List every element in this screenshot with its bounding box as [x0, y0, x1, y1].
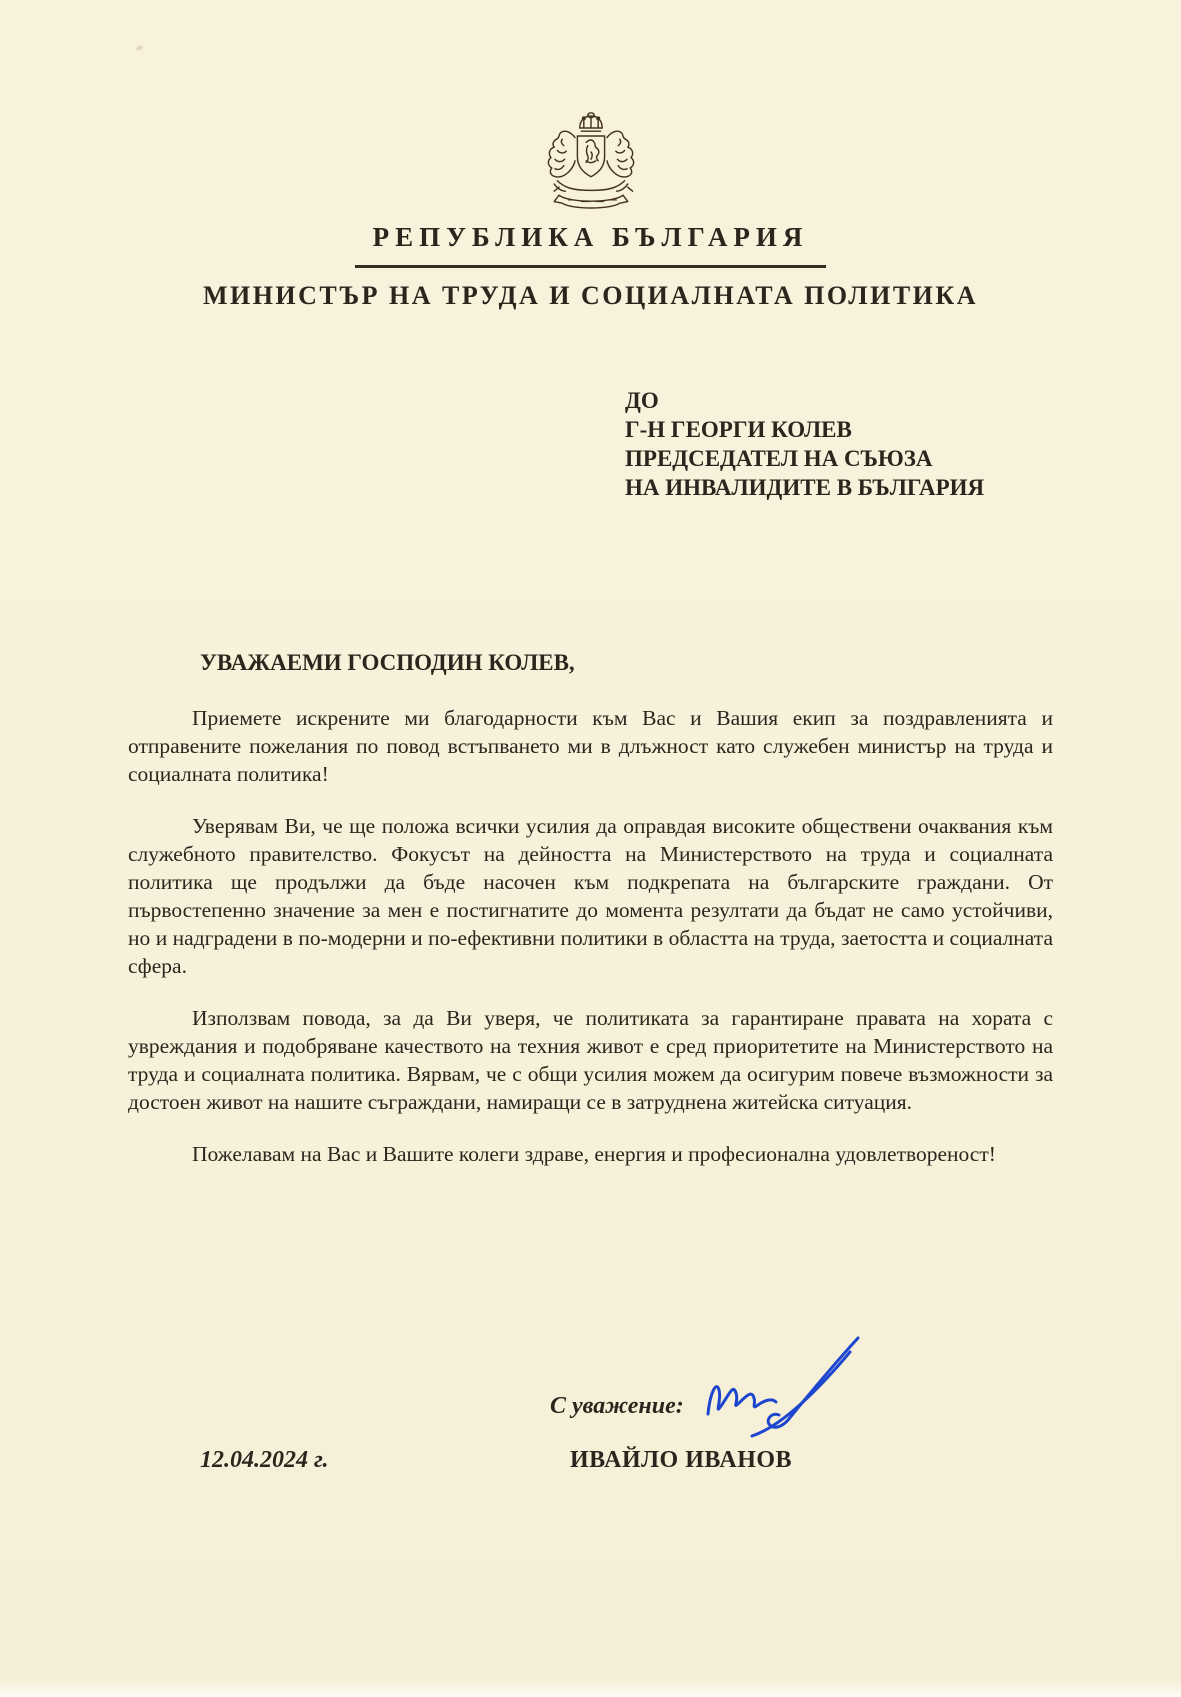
letter-body: [128, 704, 1053, 1192]
bulgarian-coat-of-arms-icon: [527, 104, 655, 216]
recipient-line-title-2: НА ИНВАЛИДИТЕ В БЪЛГАРИЯ: [625, 475, 985, 500]
scan-artifact: [136, 45, 144, 51]
paragraph-assurance: Уверявам Ви, че ще положа всички усилия да оправдая високите обществени очаквания към служебното правителство. Фокусът на дейността на Министерството на труда и социалната политика ще продължи да бъде насочен към подкрепата на българските граждани. От първостепенно значение за мен е постигнатите до момента резултати да бъдат не само устойчиви, но и надградени в по-модерни и по-ефективни политики в областта на труда, заетостта и социалната сфера.: [128, 814, 1053, 978]
recipient-line-name: Г-Н ГЕОРГИ КОЛЕВ: [625, 417, 852, 442]
valediction: С уважение:: [550, 1393, 684, 1419]
signer-name: ИВАЙЛО ИВАНОВ: [570, 1447, 793, 1473]
letterhead: [0, 104, 1181, 216]
paragraph-disability-policy: Използвам повода, за да Ви уверя, че политиката за гарантиране правата на хората с увреждания и подобряване качеството на техния живот е сред приоритетите на Министерството на труда и социалната политика. Вярвам, че с общи усилия можем да осигурим повече възможности за достоен живот на нашите съграждани, намиращи се в затруднена житейска ситуация.: [128, 1006, 1053, 1114]
recipient-block: [625, 386, 984, 502]
paragraph-thanks: Приемете искрените ми благодарности към Вас и Вашия екип за поздравленията и отправените пожелания по повод встъпването ми в длъжност като служебен министър на труда и социалната политика!: [128, 706, 1053, 786]
salutation: УВАЖАЕМИ ГОСПОДИН КОЛЕВ,: [200, 650, 575, 675]
recipient-line-title-1: ПРЕДСЕДАТЕЛ НА СЪЮЗА: [625, 446, 933, 471]
letterhead-country-title: РЕПУБЛИКА БЪЛГАРИЯ: [0, 222, 1181, 268]
signature-scribble: [700, 1330, 870, 1445]
date: 12.04.2024 г.: [200, 1447, 329, 1473]
recipient-line-to: ДО: [625, 388, 659, 413]
paragraph-wishes: Пожелавам на Вас и Вашите колеги здраве, енергия и професионална удовлетвореност!: [192, 1142, 996, 1166]
letterhead-minister-title: МИНИСТЪР НА ТРУДА И СОЦИАЛНАТА ПОЛИТИКА: [202, 281, 979, 310]
